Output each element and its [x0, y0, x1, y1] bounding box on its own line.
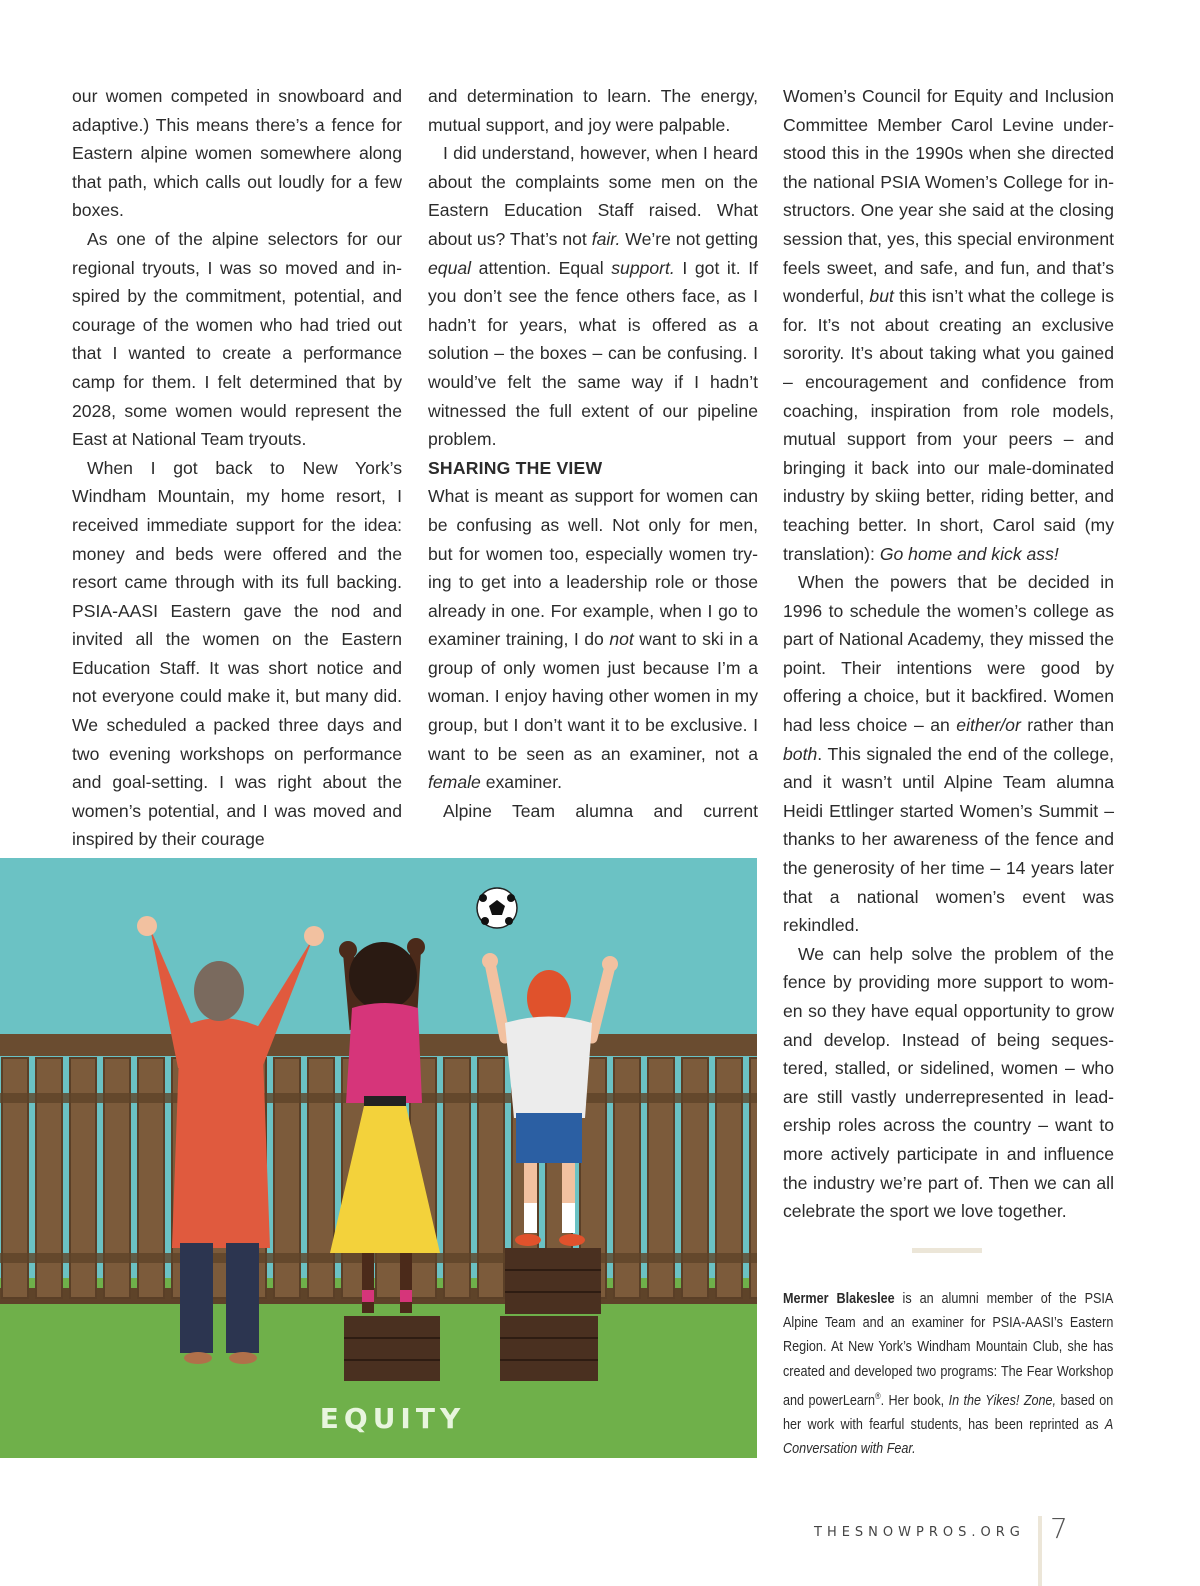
section-heading: SHARING THE VIEW — [428, 457, 603, 478]
paragraph: I did understand, however, when I heard about the complaints some men on the Eastern Education Staff raised. What about us? That’s not fair. We’re not getting equal attention. Equal support. I got it. If you don’t see the fence others face, as I hadn’t for years, what is offered as a solution – the boxes – can be confusing. I would’ve felt the same way if I hadn’t witnessed the full extent of our pipeline problem. — [428, 143, 758, 450]
footer-url: THESNOWPROS.ORG — [814, 1525, 1025, 1540]
paragraph: We can help solve the problem of the fence by providing more support to women so they have equal opportunity to grow and develop. Instead of being sequestered, stalled, or sidelined, women – who are still vastly underrepresented in leadership roles across the country – want to more actively participate in and influence the industry we’re part of. Then we can all celebrate the sport we love together. — [783, 943, 1114, 1222]
paragraph: What is meant as support for women can be confusing as well. Not only for men, but for women too, especially women trying to get into a leadership role or those already in one. For example, when I go to examiner training, I do not want to ski in a group of only women just because I’m a woman. I enjoy having other women in my group, but I don’t want it to be exclusive. I want to be seen as an examiner, not a female examiner. — [428, 486, 758, 793]
article-column-1 — [72, 82, 402, 854]
author-name: Mermer Blakeslee — [783, 1290, 895, 1307]
illustration-label: EQUITY — [319, 1402, 466, 1435]
author-bio: Mermer Blakeslee is an alumni member of the PSIA Alpine Team and an examiner for PSIA-AASI’s Eastern Region. At New York’s Windham Mountain Club, she has created and developed two programs: The Fear Workshop and powerLearn®. Her book, In the Yikes! Zone, based on her work with fearful students, has been reprinted as A Conversation with Fear. — [783, 1290, 1114, 1458]
paragraph: and determination to learn. The energy, mutual support, and joy were palpable. — [428, 86, 758, 135]
page-number: 7 — [1050, 1512, 1068, 1545]
paragraph: Women’s Council for Equity and Inclusion Committee Member Carol Levine understood this in the 1990s when she directed the national PSIA Women’s College for instructors. One year she said at the closing session that, yes, this special environment feels sweet, and safe, and fun, and that’s wonderful, but this isn’t what the college is for. It’s not about creating an exclusive sorority. It’s about taking what you gained – encouragement and confidence from coaching, inspiration from role models, mutual support from your peers – and bringing it back into our male-dominated industry by skiing better, riding better, and teaching better. In short, Carol said (my translation): Go home and kick ass! — [783, 86, 1114, 564]
article-column-2 — [428, 82, 758, 825]
divider — [912, 1248, 982, 1253]
paragraph: When I got back to New York’s Windham Mountain, my home resort, I received immediate support for the idea: money and beds were offered and the resort came through with its full backing. PSIA-AASI Eastern gave the nod and invited all the women on the Eastern Education Staff. It was short notice and not everyone could make it, but many did. We scheduled a packed three days and two evening workshops on performance and goal-setting. I was right about the women’s potential, and I was moved and inspired by their courage — [72, 457, 402, 850]
paragraph: As one of the alpine selectors for our regional tryouts, I was so moved and inspired by the commitment, potential, and courage of the women who had tried out that I wanted to create a performance camp for them. I felt determined that by 2028, some women would represent the East at National Team tryouts. — [72, 228, 402, 450]
equity-illustration — [0, 858, 757, 1458]
equity-illustration-svg — [0, 858, 757, 1458]
footer-divider — [1038, 1516, 1042, 1586]
paragraph: our women competed in snowboard and adaptive.) This means there’s a fence for Eastern alpine women somewhere along that path, which calls out loudly for a few boxes. — [72, 86, 402, 221]
paragraph: Alpine Team alumna and current — [443, 800, 758, 821]
paragraph: When the powers that be decided in 1996 to schedule the women’s college as part of National Academy, they missed the point. Their intentions were good by offering a choice, but it backfired. Women had less choice – an either/or rather than both. This signaled the end of the college, and it wasn’t until Alpine Team alumna Heidi Ettlinger started Women’s Summit – thanks to her awareness of the fence and the generosity of her time – 14 years later that a national women’s event was rekindled. — [783, 572, 1114, 936]
soccer-ball — [477, 888, 517, 928]
article-column-3 — [783, 82, 1114, 1226]
